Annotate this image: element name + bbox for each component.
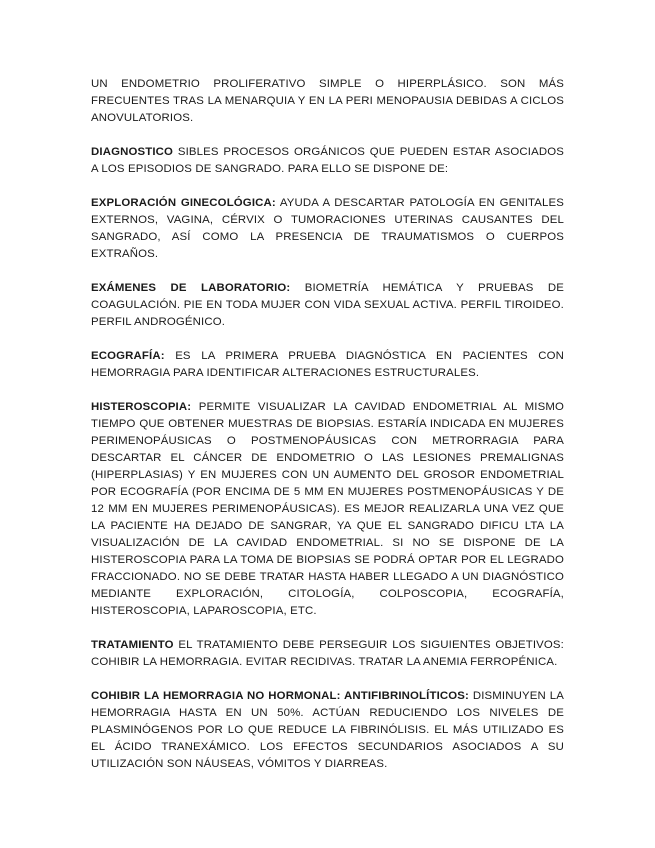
paragraph-text: ES LA PRIMERA PRUEBA DIAGNÓSTICA EN PACIENTES CON HEMORRAGIA PARA IDENTIFICAR ALTERACIONES ESTRUCTURALES. (91, 350, 564, 379)
document-page (91, 76, 564, 790)
paragraph-diagnostico (91, 144, 564, 178)
paragraph-tratamiento (91, 637, 564, 671)
paragraph-text: EL TRATAMIENTO DEBE PERSEGUIR LOS SIGUIENTES OBJETIVOS: COHIBIR LA HEMORRAGIA. EVITAR RECIDIVAS. TRATAR LA ANEMIA FERROPÉNICA. (91, 639, 564, 668)
paragraph-text: UN ENDOMETRIO PROLIFERATIVO SIMPLE O HIPERPLÁSICO. SON MÁS FRECUENTES TRAS LA MENARQUIA Y EN LA PERI MENOPAUSIA DEBIDAS A CICLOS ANOVULATORIOS. (91, 78, 564, 124)
paragraph-histeroscopia (91, 399, 564, 620)
paragraph-text: DISMINUYEN LA HEMORRAGIA HASTA EN UN 50%. ACTÚAN REDUCIENDO LOS NIVELES DE PLASMINÓGENOS POR LO QUE REDUCE LA FIBRINÓLISIS. EL MÁS UTILIZADO ES EL ÁCIDO TRANEXÁMICO. LOS EFECTOS SECUNDARIOS ASOCIADOS A SU UTILIZACIÓN SON NÁUSEAS, VÓMITOS Y DIARREAS. (91, 690, 564, 770)
paragraph-lead: EXPLORACIÓN GINECOLÓGICA: (91, 197, 276, 209)
paragraph-text: SIBLES PROCESOS ORGÁNICOS QUE PUEDEN ESTAR ASOCIADOS A LOS EPISODIOS DE SANGRADO. PARA ELLO SE DISPONE DE: (91, 146, 564, 175)
paragraph-lead: ECOGRAFÍA: (91, 350, 165, 362)
paragraph-exploracion (91, 195, 564, 263)
paragraph-lead: HISTEROSCOPIA: (91, 401, 192, 413)
paragraph-lead: TRATAMIENTO (91, 639, 174, 651)
paragraph-lead: DIAGNOSTICO (91, 146, 174, 158)
paragraph-lead: COHIBIR LA HEMORRAGIA NO HORMONAL: ANTIFIBRINOLÍTICOS: (91, 690, 469, 702)
paragraph-intro (91, 76, 564, 127)
paragraph-text: PERMITE VISUALIZAR LA CAVIDAD ENDOMETRIAL AL MISMO TIEMPO QUE OBTENER MUESTRAS DE BIOPSIAS. ESTARÍA INDICADA EN MUJERES PERIMENOPÁUSICAS O POSTMENOPÁUSICAS CON METRORRAGIA PARA DESCARTAR EL CÁNCER DE ENDOMETRIO O LAS LESIONES PREMALIGNAS (HIPERPLASIAS) Y EN MUJERES CON UN AUMENTO DEL GROSOR ENDOMETRIAL POR ECOGRAFÍA (POR ENCIMA DE 5 MM EN MUJERES POSTMENOPÁUSICAS Y DE 12 MM EN MUJERES PERIMENOPÁUSICAS). ES MEJOR REALIZARLA UNA VEZ QUE LA PACIENTE HA DEJADO DE SANGRAR, YA QUE EL SANGRADO DIFICU LTA LA VISUALIZACIÓN DE LA CAVIDAD ENDOMETRIAL. SI NO SE DISPONE DE LA HISTEROSCOPIA PARA LA TOMA DE BIOPSIAS SE PODRÁ OPTAR POR EL LEGRADO FRACCIONADO. NO SE DEBE TRATAR HASTA HABER LLEGADO A UN DIAGNÓSTICO MEDIANTE EXPLORACIÓN, CITOLOGÍA, COLPOSCOPIA, ECOGRAFÍA, HISTEROSCOPIA, LAPAROSCOPIA, ETC. (91, 401, 564, 617)
paragraph-cohibir-hemorragia (91, 688, 564, 773)
paragraph-examenes (91, 280, 564, 331)
paragraph-text: AYUDA A DESCARTAR PATOLOGÍA EN GENITALES EXTERNOS, VAGINA, CÉRVIX O TUMORACIONES UTERINAS CAUSANTES DEL SANGRADO, ASÍ COMO LA PRESENCIA DE TRAUMATISMOS O CUERPOS EXTRAÑOS. (91, 197, 565, 260)
paragraph-ecografia (91, 348, 564, 382)
paragraph-lead: EXÁMENES DE LABORATORIO: (91, 282, 291, 294)
paragraph-text: BIOMETRÍA HEMÁTICA Y PRUEBAS DE COAGULACIÓN. PIE EN TODA MUJER CON VIDA SEXUAL ACTIVA. PERFIL TIROIDEO. PERFIL ANDROGÉNICO. (91, 282, 564, 328)
